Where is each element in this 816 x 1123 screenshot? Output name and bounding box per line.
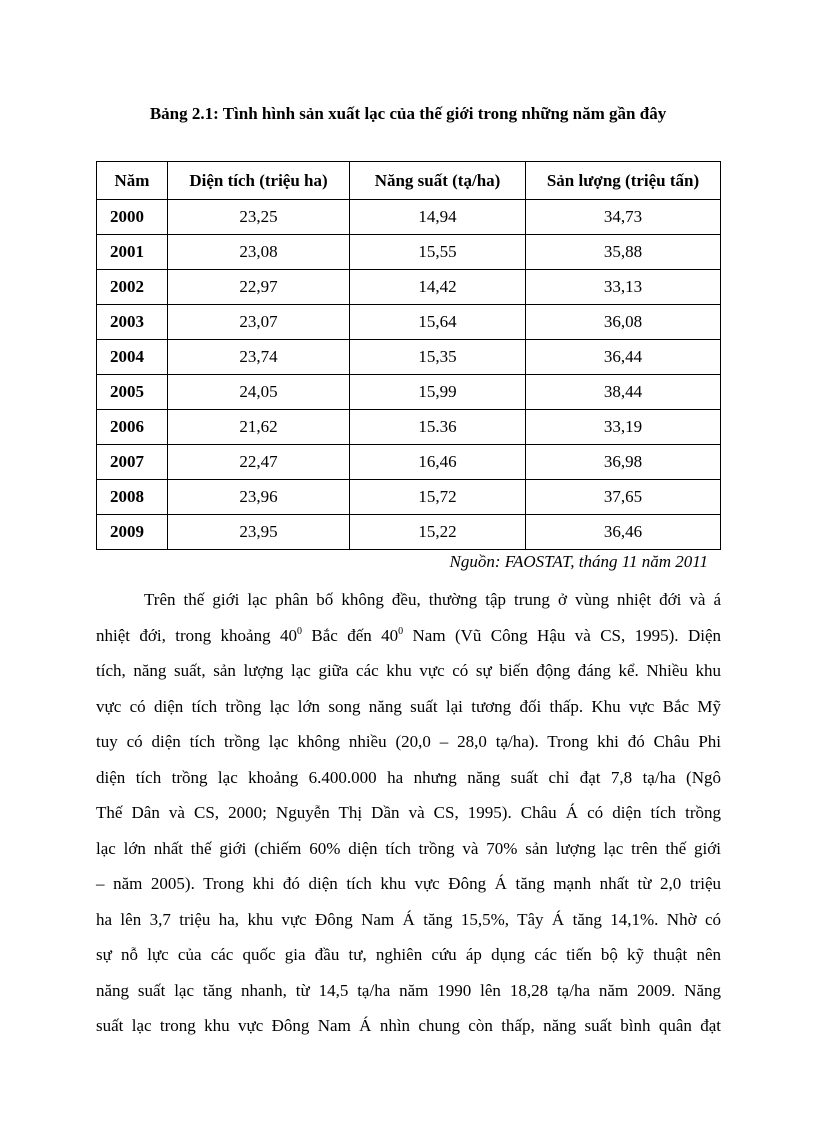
cell-yield: 14,94 (350, 200, 526, 235)
paragraph-line: lạc lớn nhất thế giới (chiếm 60% diện tích trồng và 70% sản lượng lạc trên thế giới (96, 838, 721, 858)
text-run: nhiệt đới, trong khoảng 40 (96, 625, 297, 645)
table-row (97, 235, 721, 270)
cell-yield: 15,35 (350, 340, 526, 375)
paragraph-line: Trên thế giới lạc phân bố không đều, thường tập trung ở vùng nhiệt đới và á (144, 590, 721, 609)
paragraph-line: sự nỗ lực của các quốc gia đầu tư, nghiên cứu áp dụng các tiến bộ kỹ thuật nên (96, 945, 721, 964)
text-run: Nam (Vũ Công Hậu và CS, 1995). Diện (403, 625, 721, 645)
table-row (97, 445, 721, 480)
cell-yield: 15,55 (350, 235, 526, 270)
header-yield: Năng suất (tạ/ha) (350, 162, 526, 200)
cell-year: 2002 (97, 270, 168, 305)
paragraph-line: vực có diện tích trồng lạc lớn song năng suất lại tương đối thấp. Khu vực Bắc Mỹ (96, 696, 721, 716)
table-row (97, 515, 721, 550)
cell-area: 23,74 (168, 340, 350, 375)
cell-output: 37,65 (526, 480, 721, 515)
cell-year: 2001 (97, 235, 168, 270)
cell-output: 33,19 (526, 410, 721, 445)
cell-output: 34,73 (526, 200, 721, 235)
table-row (97, 270, 721, 305)
degree-superscript: 0 (296, 625, 302, 637)
paragraph-line: suất lạc trong khu vực Đông Nam Á nhìn chung còn thấp, năng suất bình quân đạt (96, 1016, 721, 1035)
cell-area: 22,97 (168, 270, 350, 305)
table-caption: Bảng 2.1: Tình hình sản xuất lạc của thế giới trong những năm gần đây (149, 104, 667, 123)
cell-year: 2000 (97, 200, 168, 235)
cell-year: 2006 (97, 410, 168, 445)
cell-yield: 15,99 (350, 375, 526, 410)
table-row (97, 305, 721, 340)
degree-superscript: 0 (398, 625, 404, 637)
cell-year: 2009 (97, 515, 168, 550)
cell-year: 2008 (97, 480, 168, 515)
cell-yield: 15.36 (350, 410, 526, 445)
cell-yield: 16,46 (350, 445, 526, 480)
cell-output: 36,44 (526, 340, 721, 375)
cell-yield: 15,72 (350, 480, 526, 515)
cell-area: 21,62 (168, 410, 350, 445)
table-row (97, 480, 721, 515)
paragraph-line: năng suất lạc tăng nhanh, từ 14,5 tạ/ha năm 1990 lên 18,28 tạ/ha năm 2009. Năng (96, 980, 721, 1000)
cell-year: 2005 (97, 375, 168, 410)
cell-area: 24,05 (168, 375, 350, 410)
text-run: Bắc đến 40 (301, 625, 399, 645)
cell-output: 38,44 (526, 375, 721, 410)
paragraph-line: Thế Dân và CS, 2000; Nguyễn Thị Dần và CS, 1995). Châu Á có diện tích trồng (96, 803, 721, 822)
table-row (97, 340, 721, 375)
source-note: Nguồn: FAOSTAT, tháng 11 năm 2011 (449, 552, 708, 571)
cell-output: 33,13 (526, 270, 721, 305)
cell-yield: 14,42 (350, 270, 526, 305)
paragraph-line: diện tích trồng lạc khoảng 6.400.000 ha nhưng năng suất chỉ đạt 7,8 tạ/ha (Ngô (96, 767, 721, 787)
cell-output: 36,08 (526, 305, 721, 340)
cell-area: 22,47 (168, 445, 350, 480)
cell-year: 2003 (97, 305, 168, 340)
cell-output: 36,46 (526, 515, 721, 550)
paragraph-line: tích, năng suất, sản lượng lạc giữa các khu vực có sự biến động đáng kể. Nhiều khu (96, 661, 721, 680)
cell-year: 2004 (97, 340, 168, 375)
header-year: Năm (97, 162, 168, 200)
cell-year: 2007 (97, 445, 168, 480)
cell-area: 23,96 (168, 480, 350, 515)
header-area: Diện tích (triệu ha) (168, 162, 350, 200)
cell-output: 36,98 (526, 445, 721, 480)
cell-output: 35,88 (526, 235, 721, 270)
table-body (97, 200, 721, 550)
table-header-row (97, 162, 721, 200)
cell-area: 23,25 (168, 200, 350, 235)
cell-yield: 15,64 (350, 305, 526, 340)
paragraph-line: ha lên 3,7 triệu ha, khu vực Đông Nam Á tăng 15,5%, Tây Á tăng 14,1%. Nhờ có (96, 909, 721, 929)
cell-area: 23,08 (168, 235, 350, 270)
header-output: Sản lượng (triệu tấn) (526, 162, 721, 200)
table-row (97, 410, 721, 445)
body-paragraph (96, 582, 721, 1044)
table-row (97, 200, 721, 235)
cell-yield: 15,22 (350, 515, 526, 550)
production-table (96, 161, 721, 550)
paragraph-line: – năm 2005). Trong khi đó diện tích khu vực Đông Á tăng mạnh nhất từ 2,0 triệu (96, 874, 721, 893)
paragraph-line (96, 618, 721, 654)
cell-area: 23,07 (168, 305, 350, 340)
cell-area: 23,95 (168, 515, 350, 550)
paragraph-line: tuy có diện tích trồng lạc không nhiều (20,0 – 28,0 tạ/ha). Trong khi đó Châu Phi (96, 732, 721, 751)
table-row (97, 375, 721, 410)
